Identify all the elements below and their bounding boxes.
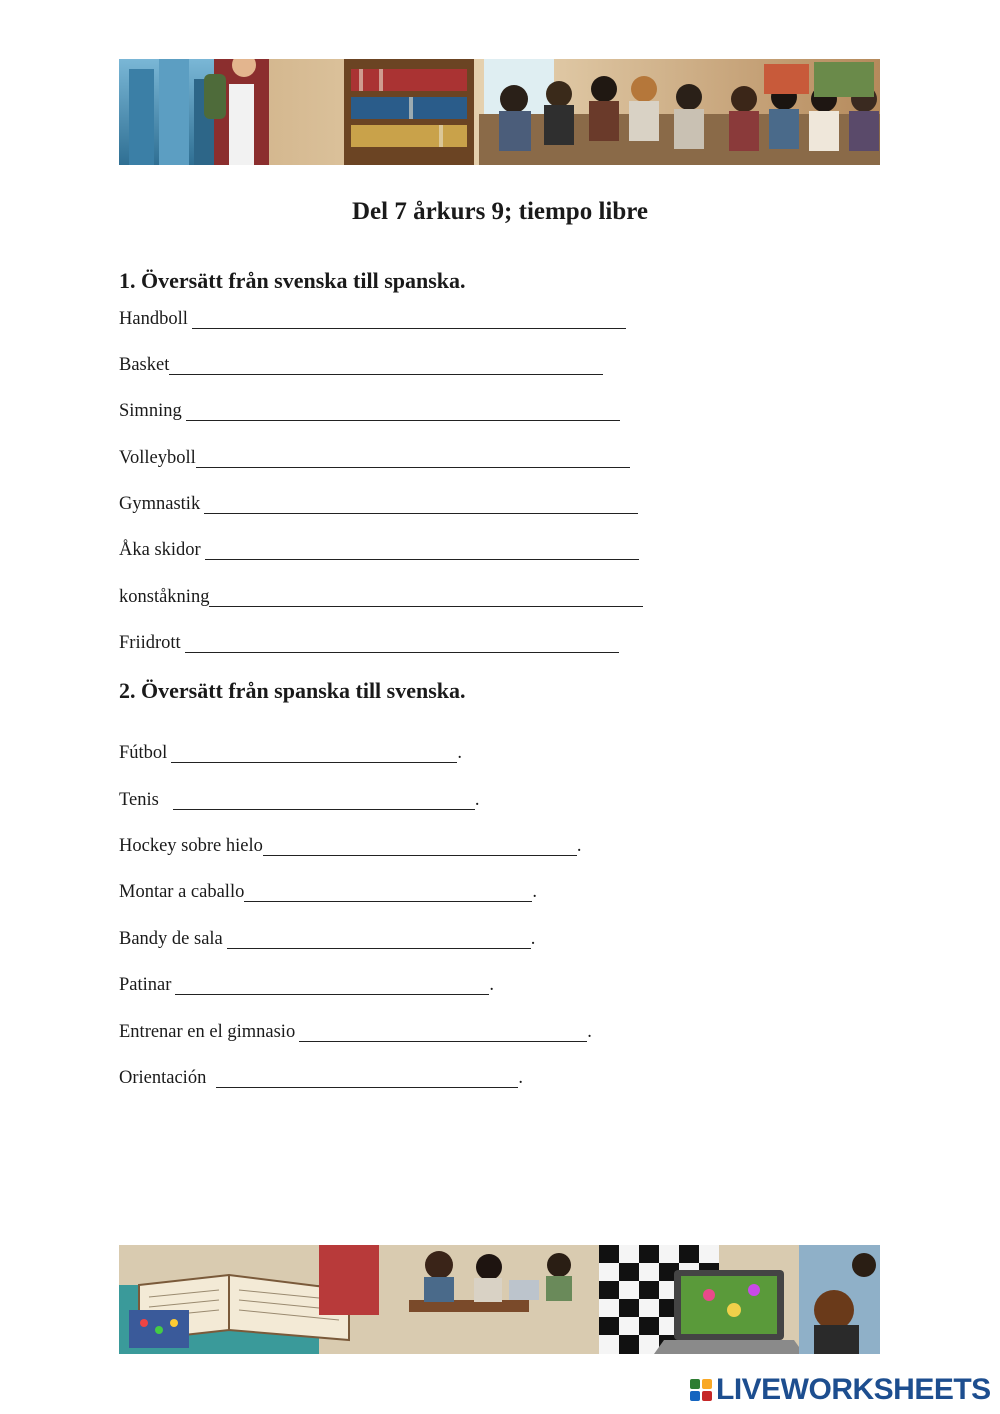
sentence-period: . — [587, 1021, 592, 1042]
section1-item — [119, 493, 638, 515]
logo-square-icon — [690, 1379, 700, 1389]
section1-item — [119, 447, 630, 469]
section2-item-label: Orientación — [119, 1067, 207, 1088]
logo-square-icon — [690, 1391, 700, 1401]
answer-field[interactable] — [173, 789, 475, 810]
sentence-period: . — [532, 881, 537, 902]
section1-item-label: Friidrott — [119, 632, 181, 653]
section2-item-label: Entrenar en el gimnasio — [119, 1021, 296, 1042]
sentence-period: . — [457, 742, 462, 763]
section1-item-label: Simning — [119, 400, 182, 421]
section1-item — [119, 354, 603, 376]
section1-item-label: Basket — [119, 354, 170, 375]
answer-field[interactable] — [263, 835, 577, 856]
answer-field[interactable] — [175, 974, 489, 995]
sentence-period: . — [530, 928, 536, 949]
section2-item-label: Tenis — [119, 789, 159, 810]
answer-field[interactable] — [205, 539, 639, 560]
section1-item — [119, 632, 619, 654]
sentence-period: . — [576, 835, 582, 856]
page-title: Del 7 årkurs 9; tiempo libre — [351, 198, 649, 225]
answer-field[interactable] — [171, 742, 457, 763]
logo-square-icon — [702, 1391, 712, 1401]
section1-item-label: konståkning — [119, 586, 210, 607]
students-activities-illustration — [119, 1245, 880, 1354]
liveworksheets-logo[interactable] — [690, 1372, 991, 1408]
section2-heading: 2. Översätt från spanska till svenska. — [119, 678, 466, 703]
answer-field[interactable] — [216, 1067, 518, 1088]
answer-field[interactable] — [185, 632, 619, 653]
answer-field[interactable] — [299, 1021, 587, 1042]
section2-item-label: Montar a caballo — [119, 881, 245, 902]
section2-item — [119, 881, 537, 903]
section1-item-label: Gymnastik — [119, 493, 201, 514]
answer-field[interactable] — [192, 308, 626, 329]
answer-field[interactable] — [244, 881, 532, 902]
section2-item — [119, 1067, 523, 1089]
section1-item-label: Åka skidor — [119, 539, 201, 560]
section1-item — [119, 400, 620, 422]
sentence-period: . — [474, 789, 480, 810]
logo-text: LIVEWORKSHEETS — [716, 1373, 991, 1406]
answer-field[interactable] — [196, 447, 630, 468]
answer-field[interactable] — [169, 354, 603, 375]
section2-item-label: Hockey sobre hielo — [119, 835, 263, 856]
section1-item-label: Volleyboll — [119, 447, 196, 468]
section2-item — [119, 974, 494, 996]
answer-field[interactable] — [204, 493, 638, 514]
bottom-banner-image — [119, 1245, 880, 1354]
liveworksheets-logo-icon — [690, 1379, 712, 1401]
section1-item-label: Handboll — [119, 308, 188, 329]
answer-field[interactable] — [209, 586, 643, 607]
section2-item — [119, 742, 462, 764]
top-banner-image — [119, 59, 880, 165]
section2-item — [119, 928, 535, 950]
answer-field[interactable] — [227, 928, 531, 949]
section2-item — [119, 1021, 592, 1043]
section2-item-label: Patinar — [119, 974, 172, 995]
section1-item — [119, 586, 643, 608]
section1-heading: 1. Översätt från svenska till spanska. — [119, 268, 466, 293]
answer-field[interactable] — [186, 400, 620, 421]
classroom-illustration — [119, 59, 880, 165]
section2-item-label: Bandy de sala — [119, 928, 223, 949]
section1-item — [119, 539, 639, 561]
logo-square-icon — [702, 1379, 712, 1389]
sentence-period: . — [518, 1067, 523, 1088]
section2-item-label: Fútbol — [119, 742, 168, 763]
sentence-period: . — [489, 974, 495, 995]
section1-item — [119, 308, 626, 330]
section2-item — [119, 835, 581, 857]
section2-item — [119, 789, 479, 811]
